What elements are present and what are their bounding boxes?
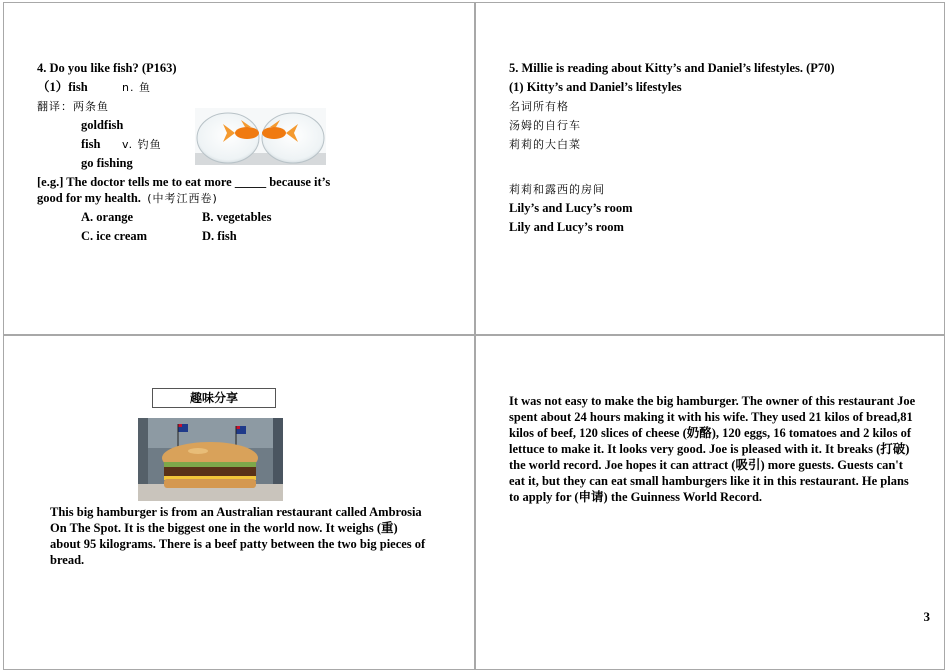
example-line-2: good for my health. (中考江西卷) [37, 191, 218, 205]
fun-share-badge: 趣味分享 [152, 388, 276, 408]
slide-fish [3, 2, 475, 335]
example-source: (中考江西卷) [147, 192, 218, 205]
translate-label: 翻译：两条鱼 [37, 100, 109, 113]
word-fish-verb: fish [81, 137, 101, 151]
joint-possession-example: Lily and Lucy’s room [509, 220, 624, 234]
goldfish-bowls-image [195, 108, 326, 165]
example-line-1: [e.g.] The doctor tells me to eat more _____ because it’s [37, 175, 331, 189]
fish-verb-meaning: v. 钓鱼 [122, 138, 162, 151]
page-number: 3 [923, 609, 930, 624]
option-a: A. orange [81, 210, 134, 224]
slide-fun-share [3, 335, 475, 670]
item-fish-noun: （1）fish [37, 80, 88, 94]
separate-possession-example: Lily’s and Lucy’s room [509, 201, 633, 215]
slide2-subheading: (1) Kitty’s and Daniel’s lifestyles [509, 80, 682, 94]
word-goldfish: goldfish [81, 118, 124, 132]
lilys-cabbage-cn: 莉莉的大白菜 [509, 138, 581, 151]
hamburger-story-paragraph: It was not easy to make the big hamburger. The owner of this restaurant Joe spent about 24 hours making it with his wife. They used 21 kilos of bread,81 kilos of beef, 120 slices of cheese (奶酪), 120 eggs, 16 tomatoes and 2 kilos of lettuce to make it. It looks very good. Joe is pleased with it. It breaks (打破) the world record. Joe hopes it can attract (吸引) more guests. Guests can't eat it, but they can eat small hamburgers like it in this restaurant. He plans to apply for (申请) the Guinness World Record. [509, 394, 916, 504]
slide-possessive [475, 2, 945, 335]
slide1-heading: 4. Do you like fish? (P163) [37, 61, 177, 75]
option-c: C. ice cream [81, 229, 148, 243]
possessive-label: 名词所有格 [509, 100, 569, 113]
option-d: D. fish [202, 229, 237, 243]
fish-noun-meaning: n. 鱼 [122, 81, 151, 94]
slide2-heading: 5. Millie is reading about Kitty’s and Daniel’s lifestyles. (P70) [509, 61, 835, 75]
hamburger-intro-paragraph: This big hamburger is from an Australian restaurant called Ambrosia On The Spot. It is the biggest one in the world now. It weighs (重) about 95 kilograms. There is a beef patty between the two big pieces of bread. [50, 505, 426, 567]
option-b: B. vegetables [202, 210, 272, 224]
slide-hamburger-story [475, 335, 945, 670]
phrase-go-fishing: go fishing [81, 156, 133, 170]
lily-lucy-room-cn: 莉莉和露西的房间 [509, 183, 605, 196]
toms-bike-cn: 汤姆的自行车 [509, 119, 581, 132]
big-hamburger-image [138, 418, 283, 501]
